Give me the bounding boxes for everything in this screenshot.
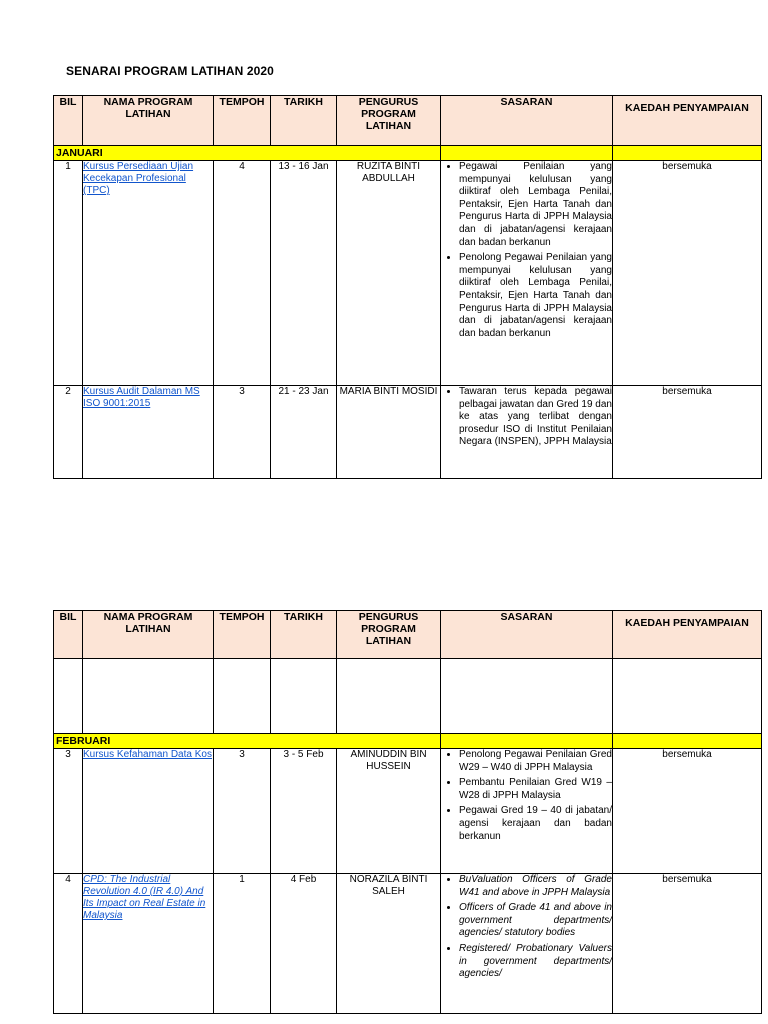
row-pengurus: MARIA BINTI MOSIDI — [337, 386, 441, 479]
sasaran-item: • Pegawai Penilaian yang mempunyai kelulusan yang diiktiraf oleh Lembaga Penilai, Pentaksir, Ejen Harta Tanah dan Pengurus Harta di JPPH Malaysia dan di jabatan/agensi kerajaan dan badan berkanun — [459, 161, 612, 249]
table-row — [54, 874, 762, 1014]
sasaran-item: • Officers of Grade 41 and above in government departments/ agencies/ statutory bodies — [459, 902, 612, 940]
row-tarikh: 21 - 23 Jan — [271, 386, 337, 479]
table-header-row — [54, 611, 762, 659]
sasaran-item: • Registered/ Probationary Valuers in government departments/ agencies/ — [459, 943, 612, 981]
sasaran-item: • BuValuation Officers of Grade W41 and above in JPPH Malaysia — [459, 874, 612, 899]
table-header-row — [54, 96, 762, 146]
row-tarikh: 13 - 16 Jan — [271, 161, 337, 386]
row-kaedah: bersemuka — [613, 386, 762, 479]
row-kaedah: bersemuka — [613, 161, 762, 386]
page-title: SENARAI PROGRAM LATIHAN 2020 — [66, 64, 274, 78]
sasaran-item: • Penolong Pegawai Penilaian Gred W29 – W40 di JPPH Malaysia — [459, 749, 612, 774]
header-tempoh: TEMPOH — [214, 611, 271, 659]
program-link[interactable]: Kursus Persediaan Ujian Kecekapan Profesional (TPC) — [83, 161, 194, 196]
row-sasaran — [441, 874, 613, 1014]
table-row — [54, 749, 762, 874]
month-label: JANUARI — [54, 146, 441, 161]
row-sasaran — [441, 161, 613, 386]
month-row-januari — [54, 146, 762, 161]
program-link[interactable]: CPD: The Industrial Revolution 4.0 (IR 4.0) And Its Impact on Real Estate in Malaysia — [83, 874, 206, 921]
row-bil: 3 — [54, 749, 83, 874]
header-nama-program: NAMA PROGRAM LATIHAN — [83, 611, 214, 659]
row-tempoh: 4 — [214, 161, 271, 386]
program-link[interactable]: Kursus Audit Dalaman MS ISO 9001:2015 — [83, 386, 200, 409]
row-kaedah: bersemuka — [613, 874, 762, 1014]
header-tarikh: TARIKH — [271, 611, 337, 659]
table-row — [54, 386, 762, 479]
row-bil: 1 — [54, 161, 83, 386]
sasaran-item: • Pegawai Gred 19 – 40 di jabatan/ agensi kerajaan dan badan berkanun — [459, 805, 612, 843]
sasaran-item: • Penolong Pegawai Penilaian yang mempunyai kelulusan yang diiktiraf oleh Lembaga Penilai, Pentaksir, Ejen Harta Tanah dan Pengurus Harta di JPPH Malaysia dan di jabatan/agensi kerajaan dan badan berkanun — [459, 252, 612, 340]
header-sasaran: SASARAN — [441, 611, 613, 659]
row-tempoh: 1 — [214, 874, 271, 1014]
header-nama-program: NAMA PROGRAM LATIHAN — [83, 96, 214, 146]
header-sasaran: SASARAN — [441, 96, 613, 146]
sasaran-item: • Pembantu Penilaian Gred W19 – W28 di JPPH Malaysia — [459, 777, 612, 802]
training-program-table-1 — [53, 95, 762, 479]
row-tarikh: 3 - 5 Feb — [271, 749, 337, 874]
header-pengurus: PENGURUS PROGRAM LATIHAN — [337, 96, 441, 146]
row-bil: 4 — [54, 874, 83, 1014]
row-pengurus: AMINUDDIN BIN HUSSEIN — [337, 749, 441, 874]
row-kaedah: bersemuka — [613, 749, 762, 874]
row-pengurus: RUZITA BINTI ABDULLAH — [337, 161, 441, 386]
header-bil: BIL — [54, 611, 83, 659]
header-bil: BIL — [54, 96, 83, 146]
program-link[interactable]: Kursus Kefahaman Data Kos — [83, 749, 212, 760]
month-label: FEBRUARI — [54, 734, 441, 749]
row-tempoh: 3 — [214, 749, 271, 874]
row-tempoh: 3 — [214, 386, 271, 479]
row-tarikh: 4 Feb — [271, 874, 337, 1014]
month-row-februari — [54, 734, 762, 749]
empty-row — [54, 659, 762, 734]
header-kaedah: KAEDAH PENYAMPAIAN — [613, 96, 762, 146]
header-kaedah: KAEDAH PENYAMPAIAN — [613, 611, 762, 659]
row-sasaran — [441, 749, 613, 874]
header-tempoh: TEMPOH — [214, 96, 271, 146]
row-bil: 2 — [54, 386, 83, 479]
header-pengurus: PENGURUS PROGRAM LATIHAN — [337, 611, 441, 659]
row-sasaran — [441, 386, 613, 479]
sasaran-item: • Tawaran terus kepada pegawai pelbagai jawatan dan Gred 19 dan ke atas yang terlibat dengan prosedur ISO di Institut Penilaian Negara (INSPEN), JPPH Malaysia — [459, 386, 612, 449]
row-pengurus: NORAZILA BINTI SALEH — [337, 874, 441, 1014]
table-row — [54, 161, 762, 386]
training-program-table-2 — [53, 610, 762, 1014]
header-tarikh: TARIKH — [271, 96, 337, 146]
